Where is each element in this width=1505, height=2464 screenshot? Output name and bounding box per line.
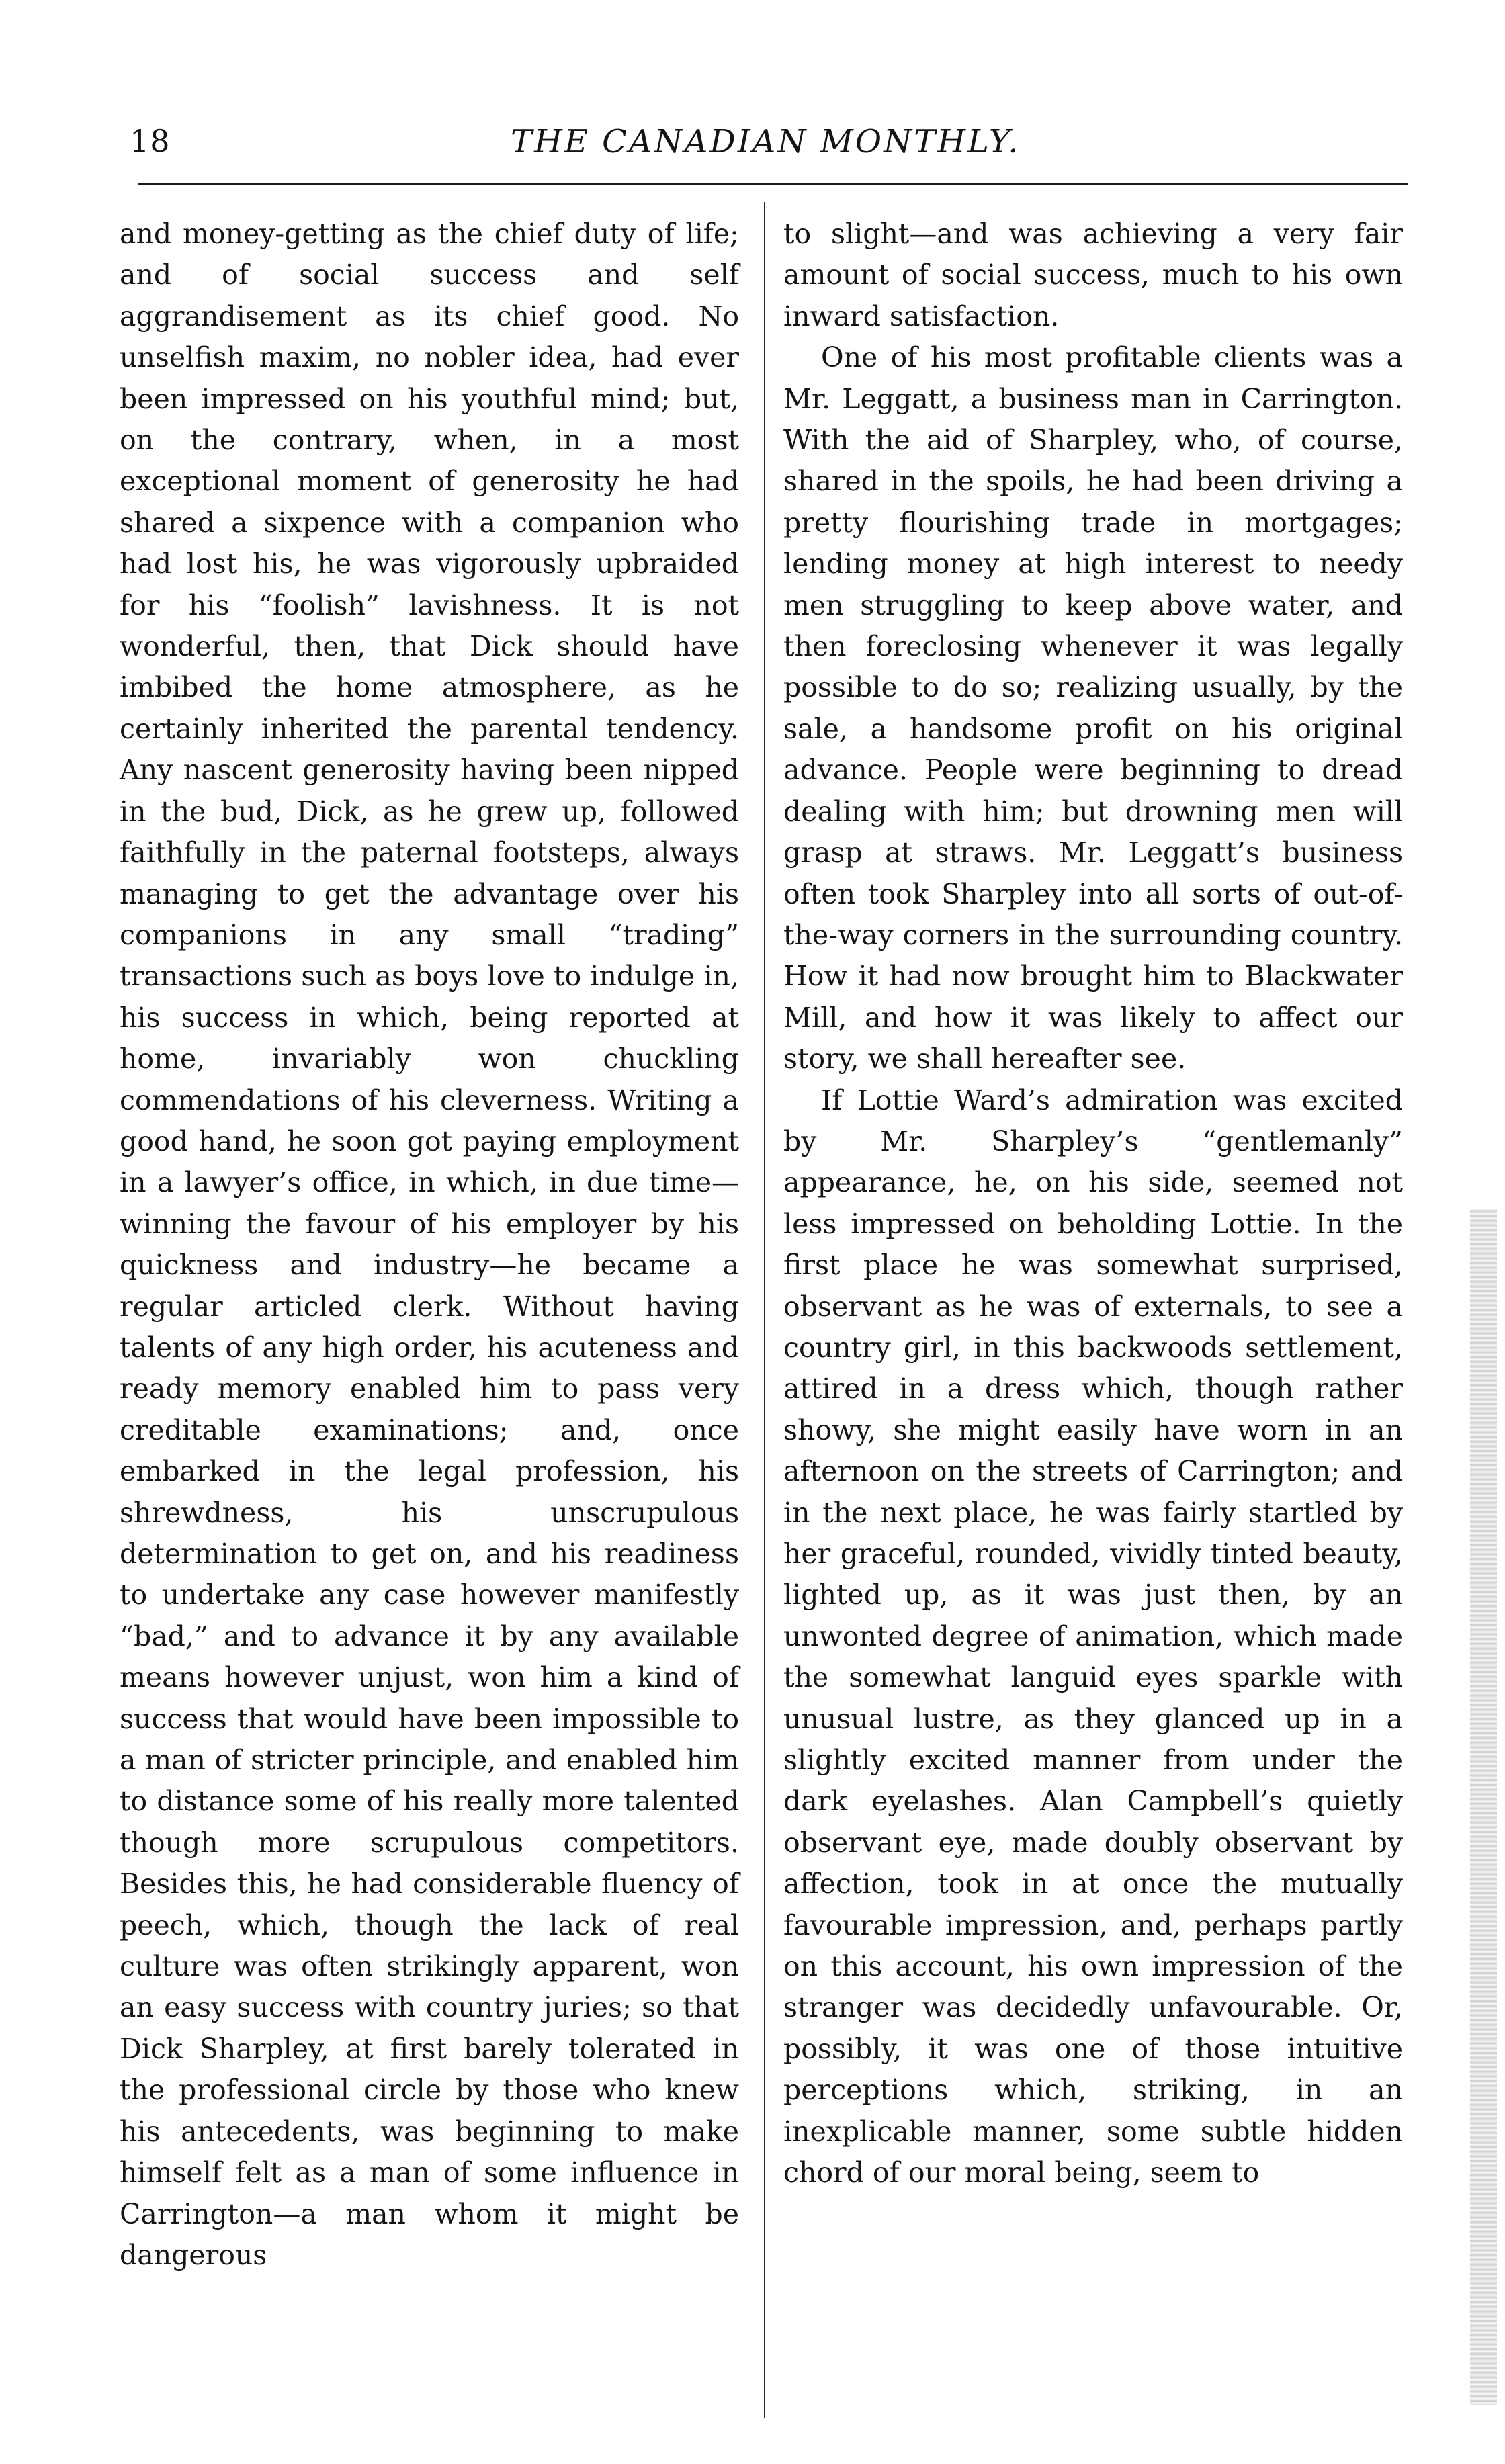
running-title: THE CANADIAN MONTHLY. xyxy=(511,123,1021,161)
left-column xyxy=(120,214,739,2464)
left-paragraph-1: and money-getting as the chief duty of life; and of social success and self aggrandisement as its chief good. No unselfish maxim, no nobler idea, had ever been impressed on his youthful mind; but, on the contrary, when, in a most exceptional moment of generosity he had shared a sixpence with a companion who had lost his, he was vigorously upbraided for his “foolish” lavishness. It is not wonderful, then, that Dick should have imbibed the home atmosphere, as he certainly inherited the parental tendency. Any nascent generosity having been nipped in the bud, Dick, as he grew up, followed faithfully in the paternal footsteps, always managing to get the advantage over his companions in any small “trading” transactions such as boys love to indulge in, his success in which, being reported at home, invariably won chuckling commendations of his cleverness. Writing a good hand, he soon got paying employment in a lawyer’s office, in which, in due time—winning the favour of his employer by his quickness and industry—he became a regular articled clerk. Without having talents of any high order, his acuteness and ready memory enabled him to pass very creditable examinations; and, once embarked in the legal profession, his shrewdness, his unscrupulous determination to get on, and his readiness to undertake any case however manifestly “bad,” and to advance it by any available means however unjust, won him a kind of success that would have been impossible to a man of stricter principle, and enabled him to distance some of his really more talented though more scrupulous competitors. Besides this, he had considerable fluency of peech, which, though the lack of real culture was often strikingly apparent, won an easy success with country juries; so that Dick Sharpley, at first barely tolerated in the professional circle by those who knew his antecedents, was beginning to make himself felt as a man of some influence in Carrington—a man whom it might be dangerous xyxy=(120,218,739,2271)
right-column xyxy=(783,214,1403,2464)
right-paragraph-2: One of his most profitable clients was a Mr. Leggatt, a business man in Carrington. With the aid of Sharpley, who, of course, shared in the spoils, he had been driving a pretty flourishing trade in mortgages; lending money at high interest to needy men struggling to keep above water, and then foreclosing whenever it was legally possible to do so; realizing usually, by the sale, a handsome profit on his original advance. People were beginning to dread dealing with him; but drowning men will grasp at straws. Mr. Leggatt’s business often took Sharpley into all sorts of out-of-the-way corners in the surrounding country. How it had now brought him to Blackwater Mill, and how it was likely to affect our story, we shall hereafter see. xyxy=(783,341,1403,1075)
right-paragraph-1: to slight—and was achieving a very fair amount of social success, much to his own inward satisfaction. xyxy=(783,218,1403,333)
scan-edge-artifact xyxy=(1470,1209,1497,2405)
right-paragraph-3: If Lottie Ward’s admiration was excited by Mr. Sharpley’s “gentlemanly” appearance, he, on his side, seemed not less impressed on beholding Lottie. In the first place he was somewhat surprised, observant as he was of externals, to see a country girl, in this backwoods settlement, attired in a dress which, though rather showy, she might easily have worn in an afternoon on the streets of Carrington; and in the next place, he was fairly startled by her graceful, rounded, vividly tinted beauty, lighted up, as it was just then, by an unwonted degree of animation, which made the somewhat languid eyes sparkle with unusual lustre, as they glanced up in a slightly excited manner from under the dark eyelashes. Alan Campbell’s quietly observant eye, made doubly observant by affection, took in at once the mutually favourable impression, and, perhaps partly on this account, his own impression of the stranger was decidedly unfavourable. Or, possibly, it was one of those intuitive perceptions which, striking, in an inexplicable manner, some subtle hidden chord of our moral being, seem to xyxy=(783,1084,1403,2189)
header-rule xyxy=(138,183,1408,185)
page-number: 18 xyxy=(130,123,171,159)
column-divider xyxy=(764,202,765,2418)
